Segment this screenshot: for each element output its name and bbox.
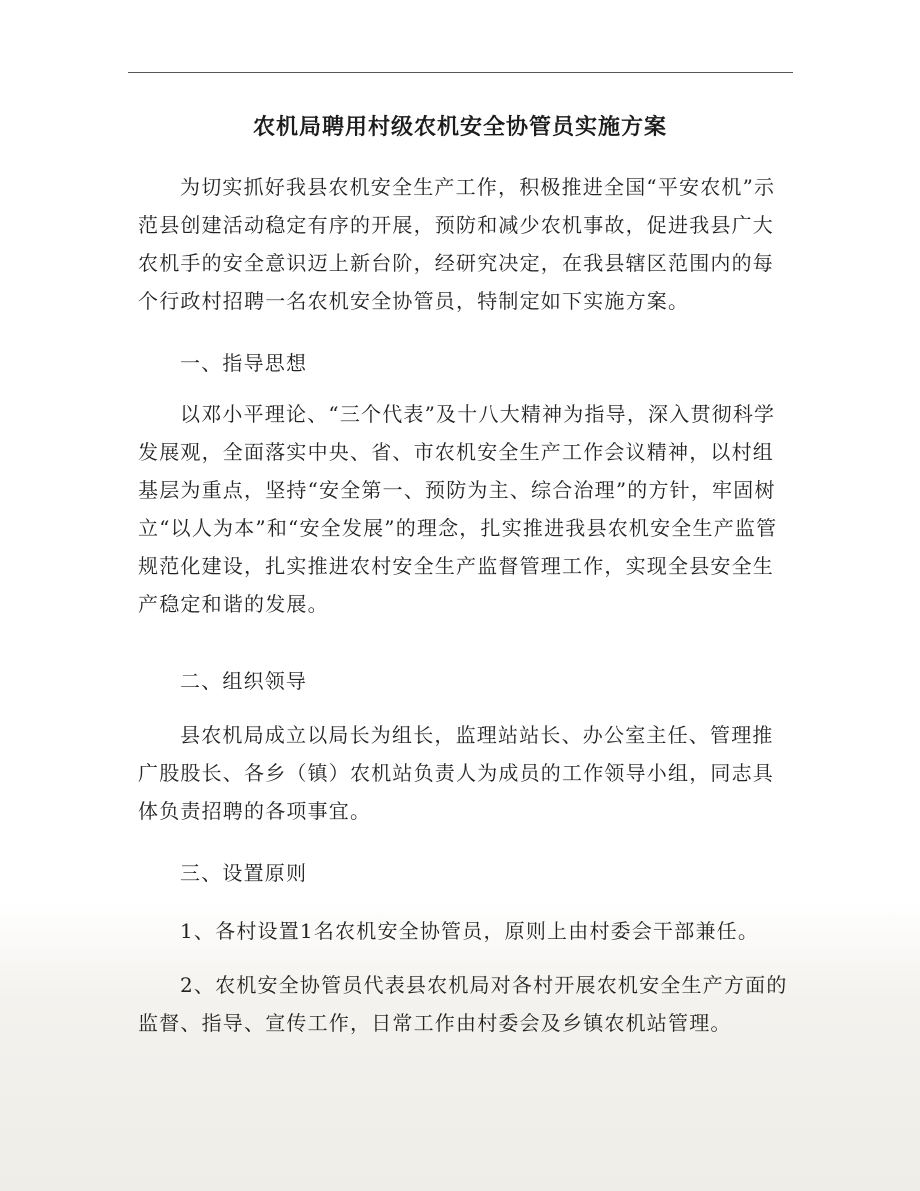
- header-rule: [128, 72, 793, 73]
- section-heading-organization: 二、组织领导: [180, 669, 308, 693]
- section-heading-guiding-thought: 一、指导思想: [180, 351, 308, 375]
- document-title: 农机局聘用村级农机安全协管员实施方案: [252, 115, 667, 140]
- principle-item-2: 2、农机安全协管员代表县农机局对各村开展农机安全生产方面的监督、指导、宣传工作，日常工作由村委会及乡镇农机站管理。: [138, 973, 788, 1035]
- section-body-organization: 县农机局成立以局长为组长，监理站站长、办公室主任、管理推广股股长、各乡（镇）农机站负责人为成员的工作领导小组，同志具体负责招聘的各项事宜。: [138, 723, 774, 823]
- section-body-guiding-thought: 以邓小平理论、“三个代表”及十八大精神为指导，深入贯彻科学发展观，全面落实中央、省、市农机安全生产工作会议精神，以村组基层为重点，坚持“安全第一、预防为主、综合治理”的方针，牢固树立“以人为本”和“安全发展”的理念，扎实推进我县农机安全生产监管规范化建设，扎实推进农村安全生产监督管理工作，实现全县安全生产稳定和谐的发展。: [138, 402, 778, 616]
- section-heading-principles: 三、设置原则: [180, 861, 308, 885]
- intro-paragraph: 为切实抓好我县农机安全生产工作，积极推进全国“平安农机”示范县创建活动稳定有序的开展，预防和减少农机事故，促进我县广大农机手的安全意识迈上新台阶，经研究决定，在我县辖区范围内的每个行政村招聘一名农机安全协管员，特制定如下实施方案。: [138, 175, 776, 313]
- principle-item-1: 1、各村设置1名农机安全协管员，原则上由村委会干部兼任。: [180, 919, 760, 943]
